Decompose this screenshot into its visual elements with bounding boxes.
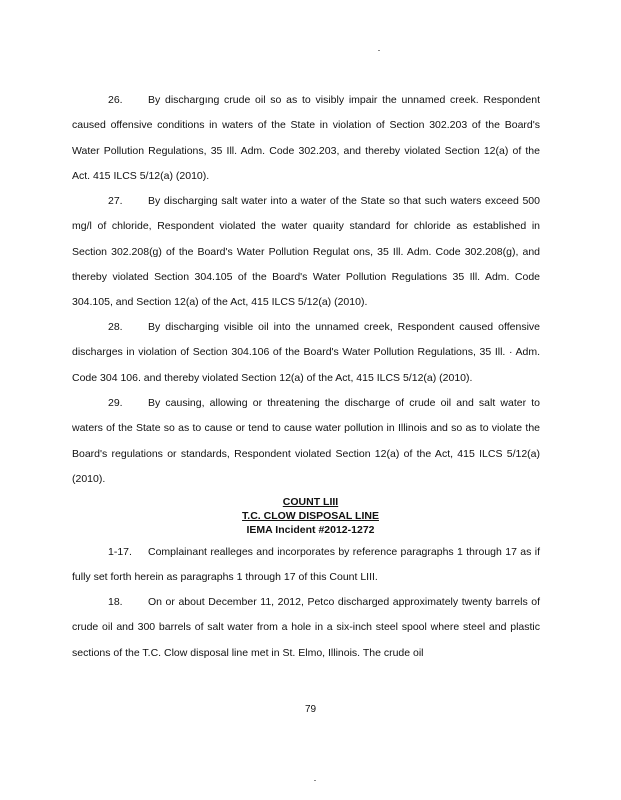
count-heading [0,495,621,537]
paragraph-text: By discharging salt water into a water of the State so that such waters exceed 500 mg/l of chloride, Respondent violated the water quaıity standard for chloride as established in Section 302.208(g) of the Board's Water Pollution Regulat ons, 35 Ill. Adm. Code 302.208(g), and thereby violated Section 304.105 of the Board's Water Pollution Regulations 35 Ill. Adm. Code 304.105, and Section 12(a) of the Act, 415 ILCS 5/12(a) (2010). [72,195,540,309]
count-title: COUNT LIII [282,496,339,508]
paragraph-29 [72,391,540,492]
count-subtitle: T.C. CLOW DISPOSAL LINE [242,510,379,522]
paragraph-text: By discharging visible oil into the unnamed creek, Respondent caused offensive discharges in violation of Section 304.106 of the Board's Water Pollution Regulations, 35 Ill. · Adm. Code 304 106. and thereby violated Section 12(a) of the Act, 415 ILCS 5/12(a) (2010). [72,321,540,384]
paragraph-text: By causing, allowing or threatening the discharge of crude oil and salt water to waters of the State so as to cause or tend to cause water pollution in Illinois and so as to violate the Board's regulations or standards, Respondent violated Section 12(a) of the Act, 415 ILCS 5/12(a) (2010). [72,397,540,485]
paragraph-text: On or about December 11, 2012, Petco discharged approximately twenty barrels of crude oil and 300 barrels of salt water from a hole in a six-inch steel spool where steel and plastic sections of the T.C. Clow disposal line met in St. Elmo, Illinois. The crude oil [72,596,540,659]
paragraph-number: 1-17. [108,546,132,558]
paragraph-number: 27. [108,195,123,207]
paragraph-18 [72,590,540,666]
paragraph-27 [72,189,540,315]
paragraph-number: 26. [108,94,123,106]
paragraph-text: By dischargıng crude oil so as to visibly impair the unnamed creek. Respondent caused offensive conditions in waters of the State in violation of Section 302.203 of the Board's Water Pollution Regulations, 35 Ill. Adm. Code 302.203, and thereby violated Section 12(a) of the Act. 415 ILCS 5/12(a) (2010). [72,94,540,182]
page-number: 79 [304,704,317,715]
paragraph-1-17 [72,540,540,591]
paragraph-28 [72,315,540,391]
scan-speck [378,50,380,51]
incident-number: IEMA Incident #2012-1272 [246,524,375,536]
paragraph-number: 28. [108,321,123,333]
paragraph-26 [72,88,540,189]
paragraph-number: 18. [108,596,123,608]
paragraph-number: 29. [108,397,123,409]
scan-speck [314,780,316,781]
paragraph-text: Complainant realleges and incorporates by reference paragraphs 1 through 17 as if fully set forth herein as paragraphs 1 through 17 of this Count LIII. [72,546,540,584]
